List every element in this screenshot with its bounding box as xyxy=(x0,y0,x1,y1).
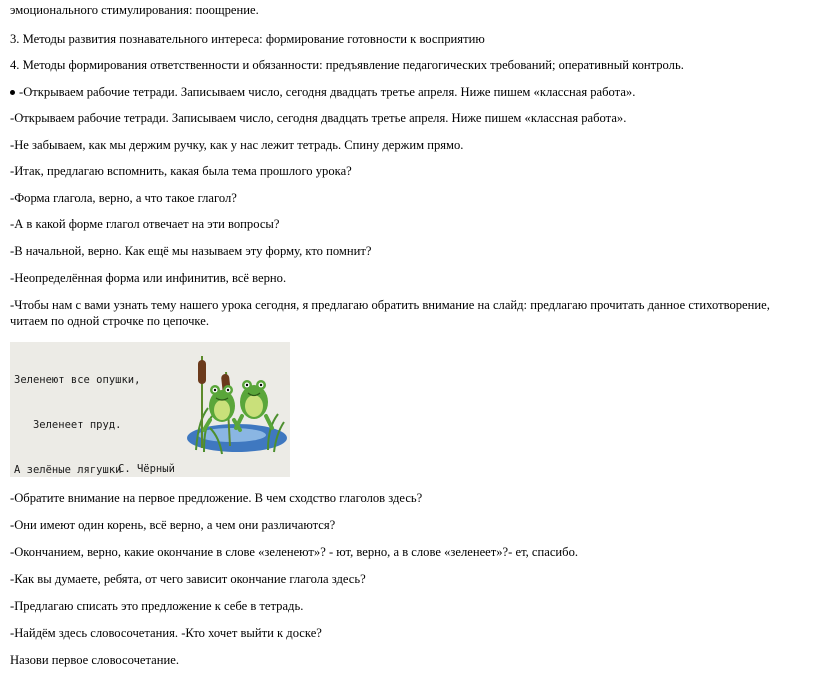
paragraph-ending-depends: -Как вы думаете, ребята, от чего зависит окончание глагола здесь? xyxy=(10,572,366,586)
poem-author: С. Чёрный xyxy=(118,463,175,475)
paragraph-posture: -Не забываем, как мы держим ручку, как у нас лежит тетрадь. Спину держим прямо. xyxy=(10,138,464,152)
paragraph-slide-instruction: -Чтобы нам с вами узнать тему нашего урока сегодня, я предлагаю обратить внимание на слайд: предлагаю прочитать данное стихотворение, читаем по одной строчке по цепочке. xyxy=(10,298,770,328)
poem-text xyxy=(14,343,185,477)
poem-line: А зелёные лягушки xyxy=(14,464,122,476)
paragraph-first-sentence: -Обратите внимание на первое предложение. В чем сходство глаголов здесь? xyxy=(10,491,423,505)
frog-right xyxy=(236,380,272,428)
paragraph-bullet-text: -Открываем рабочие тетради. Записываем число, сегодня двадцать третье апреля. Ниже пишем «классная работа». xyxy=(19,85,636,99)
paragraph-bullet xyxy=(10,84,808,100)
paragraph-initial-form: -В начальной, верно. Как ещё мы называем эту форму, кто помнит? xyxy=(10,244,372,258)
paragraph-verb-form: -А в какой форме глагол отвечает на эти вопросы? xyxy=(10,217,280,231)
paragraph-method-3: 3. Методы развития познавательного интереса: формирование готовности к восприятию xyxy=(10,32,485,46)
frog-left xyxy=(204,385,240,430)
frogs-illustration xyxy=(182,346,288,458)
paragraph-verb-question: -Форма глагола, верно, а что такое глагол? xyxy=(10,191,237,205)
poem-line: Зеленеют все опушки, xyxy=(14,374,141,386)
paragraph-same-root: -Они имеют один корень, всё верно, а чем они различаются? xyxy=(10,518,336,532)
paragraph-word-combinations: -Найдём здесь словосочетания. -Кто хочет выйти к доске? xyxy=(10,626,322,640)
paragraph-name-first: Назови первое словосочетание. xyxy=(10,653,179,667)
paragraph-infinitive: -Неопределённая форма или инфинитив, всё верно. xyxy=(10,271,287,285)
paragraph-endings: -Окончанием, верно, какие окончание в слове «зеленеют»? - ют, верно, а в слове «зеленеет»?- ет, спасибо. xyxy=(10,545,579,559)
paragraph-open-workbooks: -Открываем рабочие тетради. Записываем число, сегодня двадцать третье апреля. Ниже пишем «классная работа». xyxy=(10,111,627,125)
paragraph-copy-sentence: -Предлагаю списать это предложение к себе в тетрадь. xyxy=(10,599,304,613)
paragraph-recall-topic: -Итак, предлагаю вспомнить, какая была тема прошлого урока? xyxy=(10,164,352,178)
pond-highlight xyxy=(198,428,266,442)
poem-figure xyxy=(10,342,290,477)
paragraph-method-4: 4. Методы формирования ответственности и обязанности: предъявление педагогических требований; оперативный контроль. xyxy=(10,58,684,72)
paragraph-stimulation: эмоционального стимулирования: поощрение. xyxy=(10,3,259,17)
poem-line: Зеленеет пруд. xyxy=(14,419,122,431)
bullet-icon xyxy=(10,90,15,95)
